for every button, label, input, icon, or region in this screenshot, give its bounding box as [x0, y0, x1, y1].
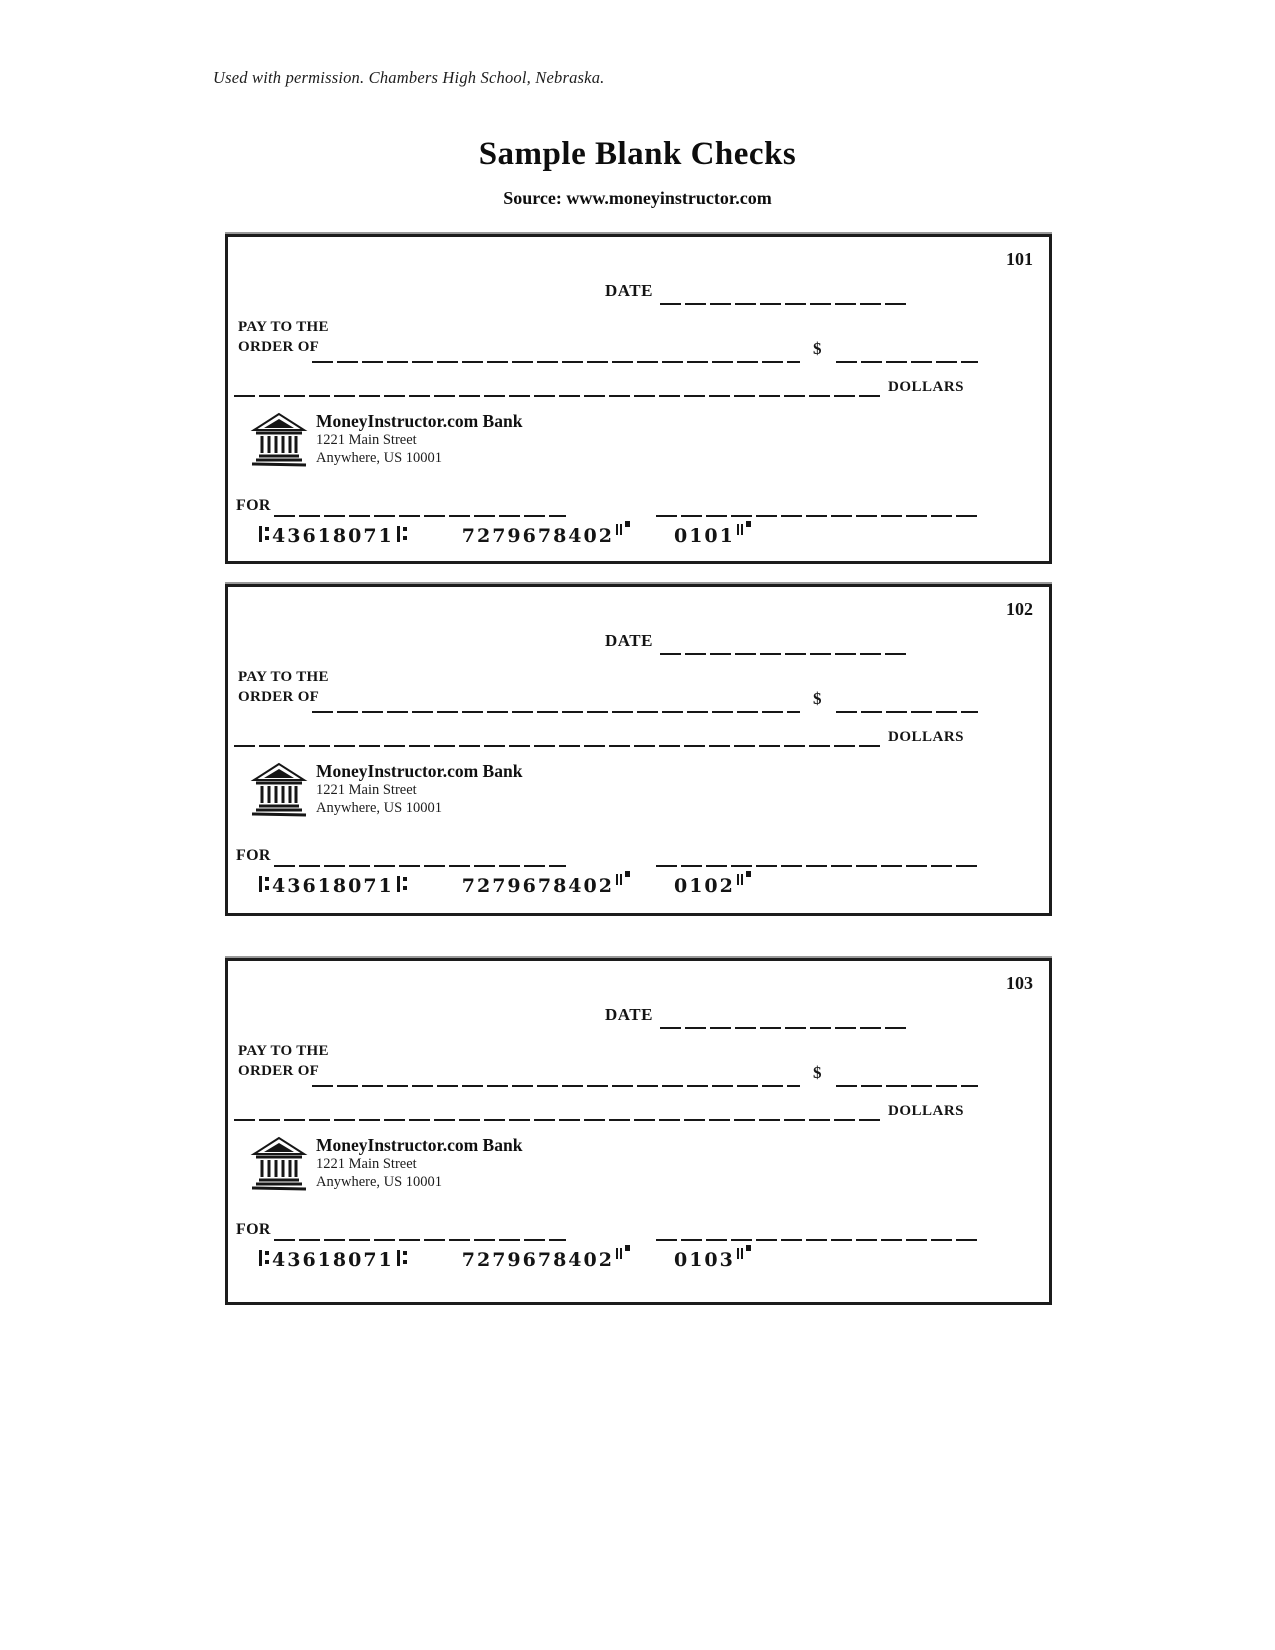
- bank-building-icon: [250, 1135, 308, 1193]
- check-number: 103: [1006, 973, 1033, 993]
- amount-blank-line: [836, 361, 978, 363]
- micr-account-number: 7279678402: [461, 525, 614, 547]
- dollars-label: DOLLARS: [888, 729, 965, 745]
- bank-building-icon: [250, 761, 308, 819]
- bank-address-line2: Anywhere, US 10001: [316, 1174, 443, 1190]
- bank-info-block: [250, 1135, 522, 1193]
- bank-address-line2: Anywhere, US 10001: [316, 800, 443, 816]
- bank-building-icon: [250, 411, 308, 469]
- bank-text: [316, 411, 522, 467]
- payee-blank-line: [312, 1085, 800, 1087]
- bank-info-block: [250, 761, 522, 819]
- payee-blank-line: [312, 361, 800, 363]
- payee-blank-line: [312, 711, 800, 713]
- amount-words-blank-line: [234, 395, 882, 397]
- bank-address-line1: 1221 Main Street: [316, 1156, 417, 1172]
- amount-blank-line: [836, 1085, 978, 1087]
- micr-transit-icon: [396, 1250, 408, 1266]
- memo-blank-line: [274, 1239, 566, 1241]
- micr-routing-number: 43618071: [272, 1249, 394, 1271]
- blank-check-102: [225, 584, 1052, 916]
- micr-line: [256, 1249, 751, 1271]
- date-blank-line: [660, 303, 910, 305]
- amount-blank-line: [836, 711, 978, 713]
- micr-routing-number: 43618071: [272, 875, 394, 897]
- micr-transit-icon: [258, 526, 270, 542]
- bank-text: [316, 1135, 522, 1191]
- amount-words-blank-line: [234, 1119, 882, 1121]
- micr-onus-icon: [737, 521, 751, 537]
- date-blank-line: [660, 653, 910, 655]
- memo-blank-line: [274, 515, 566, 517]
- order-of-label: ORDER OF: [238, 339, 320, 355]
- for-label: FOR: [236, 1221, 271, 1238]
- micr-routing-number: 43618071: [272, 525, 394, 547]
- signature-blank-line: [656, 1239, 978, 1241]
- for-label: FOR: [236, 847, 271, 864]
- source-line: Source: www.moneyinstructor.com: [503, 188, 772, 208]
- micr-check-number: 0103: [673, 1249, 735, 1271]
- micr-onus-icon: [616, 521, 630, 537]
- bank-info-block: [250, 411, 522, 469]
- signature-blank-line: [656, 515, 978, 517]
- blank-check-101: [225, 234, 1052, 564]
- micr-onus-icon: [616, 1245, 630, 1261]
- micr-check-number: 0102: [673, 875, 735, 897]
- bank-address-line1: 1221 Main Street: [316, 782, 417, 798]
- date-blank-line: [660, 1027, 910, 1029]
- micr-transit-icon: [258, 1250, 270, 1266]
- bank-address-line2: Anywhere, US 10001: [316, 450, 443, 466]
- dollars-label: DOLLARS: [888, 379, 965, 395]
- signature-blank-line: [656, 865, 978, 867]
- date-label: DATE: [605, 631, 653, 650]
- attribution-note: Used with permission. Chambers High School, Nebraska.: [213, 68, 605, 87]
- for-label: FOR: [236, 497, 271, 514]
- date-label: DATE: [605, 281, 653, 300]
- check-number: 102: [1006, 599, 1033, 619]
- micr-onus-icon: [737, 871, 751, 887]
- dollar-sign: $: [813, 689, 822, 708]
- micr-transit-icon: [396, 526, 408, 542]
- dollar-sign: $: [813, 1063, 822, 1082]
- micr-check-number: 0101: [673, 525, 735, 547]
- micr-account-number: 7279678402: [461, 1249, 614, 1271]
- micr-onus-icon: [737, 1245, 751, 1261]
- micr-transit-icon: [396, 876, 408, 892]
- bank-name: MoneyInstructor.com Bank: [316, 411, 523, 431]
- blank-check-103: [225, 958, 1052, 1305]
- page-title: Sample Blank Checks: [478, 136, 797, 172]
- date-label: DATE: [605, 1005, 653, 1024]
- check-number: 101: [1006, 249, 1033, 269]
- dollars-label: DOLLARS: [888, 1103, 965, 1119]
- bank-address-line1: 1221 Main Street: [316, 432, 417, 448]
- micr-line: [256, 875, 751, 897]
- pay-to-the-label: PAY TO THE: [238, 1043, 329, 1059]
- dollar-sign: $: [813, 339, 822, 358]
- bank-name: MoneyInstructor.com Bank: [316, 761, 523, 781]
- memo-blank-line: [274, 865, 566, 867]
- bank-text: [316, 761, 522, 817]
- micr-transit-icon: [258, 876, 270, 892]
- micr-account-number: 7279678402: [461, 875, 614, 897]
- order-of-label: ORDER OF: [238, 689, 320, 705]
- pay-to-the-label: PAY TO THE: [238, 669, 329, 685]
- order-of-label: ORDER OF: [238, 1063, 320, 1079]
- micr-line: [256, 525, 751, 547]
- pay-to-the-label: PAY TO THE: [238, 319, 329, 335]
- amount-words-blank-line: [234, 745, 882, 747]
- bank-name: MoneyInstructor.com Bank: [316, 1135, 523, 1155]
- micr-onus-icon: [616, 871, 630, 887]
